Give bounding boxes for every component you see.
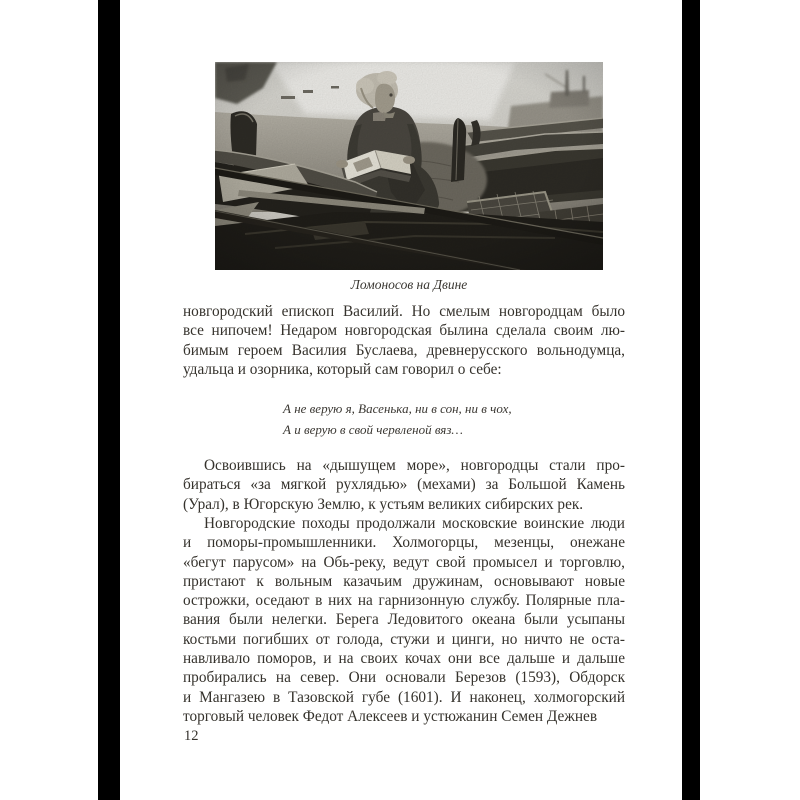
text-line: новгородский епископ Василий. Но смелым новгородцам было: [183, 303, 625, 320]
text-line: торговый человек Федот Алексеев и устюжанин Семен Дежнев: [183, 707, 598, 725]
illustration-caption: Ломоносов на Двине: [350, 277, 468, 292]
text-line: бираться «за мягкой рухлядью» (мехами) за Большой Камень: [183, 476, 625, 494]
text-line: острожки, оседают в них на гарнизонную службу. Полярные пла-: [183, 592, 625, 610]
book-edge-backdrop-right: [682, 0, 700, 800]
page-number: 12: [184, 728, 199, 744]
paragraph-3: [183, 514, 625, 726]
paragraph-1: [183, 302, 625, 379]
text-line: (Урал), в Югорскую Землю, к устьям великих сибирских рек.: [183, 495, 584, 513]
verse-quote: [283, 399, 512, 440]
text-line: удальца и озорника, который сам говорил о себе:: [183, 360, 502, 378]
text-line: и Мангазею в Тазовской губе (1601). И наконец, холмогорский: [183, 688, 625, 706]
text-line: пристают к вольным казачьим дружинам, основывают новые: [183, 572, 625, 590]
text-line: бимым героем Василия Буслаева, древнерусского вольнодумца,: [183, 341, 625, 359]
verse-line: А не верую я, Васенька, ни в сон, ни в чох,: [283, 401, 512, 416]
book-edge-backdrop-left: [98, 0, 120, 800]
text-line: «бегут парусом» на Обь-реку, ведут свой промысел и торговлю,: [183, 553, 625, 571]
text-line: Освоившись на «дышущем море», новгородцы стали про-: [204, 457, 625, 474]
illustration-lomonosov-on-dvina: [215, 62, 603, 270]
text-line: пробирались на север. Они основали Березов (1593), Обдорск: [183, 669, 625, 687]
text-line: вания были нелегки. Берега Ледовитого океана были усыпаны: [183, 611, 625, 629]
painting-boy-reading-among-boats: [215, 62, 603, 270]
text-line: навливало поморов, и на своих кочах они все дальше и дальше: [183, 650, 625, 668]
verse-line: А и верую в свой червленой вяз…: [283, 421, 463, 437]
text-line: Новгородские походы продолжали московские воинские люди: [204, 515, 625, 532]
text-line: костьми погибших от голода, стужи и цинги, но ничто не оста-: [183, 630, 625, 648]
text-line: все нипочем! Недаром новгородская былина сделала своим лю-: [183, 322, 625, 340]
paragraph-2: [183, 456, 625, 514]
text-line: и поморы-промышленники. Холмогорцы, мезенцы, онежане: [183, 534, 625, 552]
